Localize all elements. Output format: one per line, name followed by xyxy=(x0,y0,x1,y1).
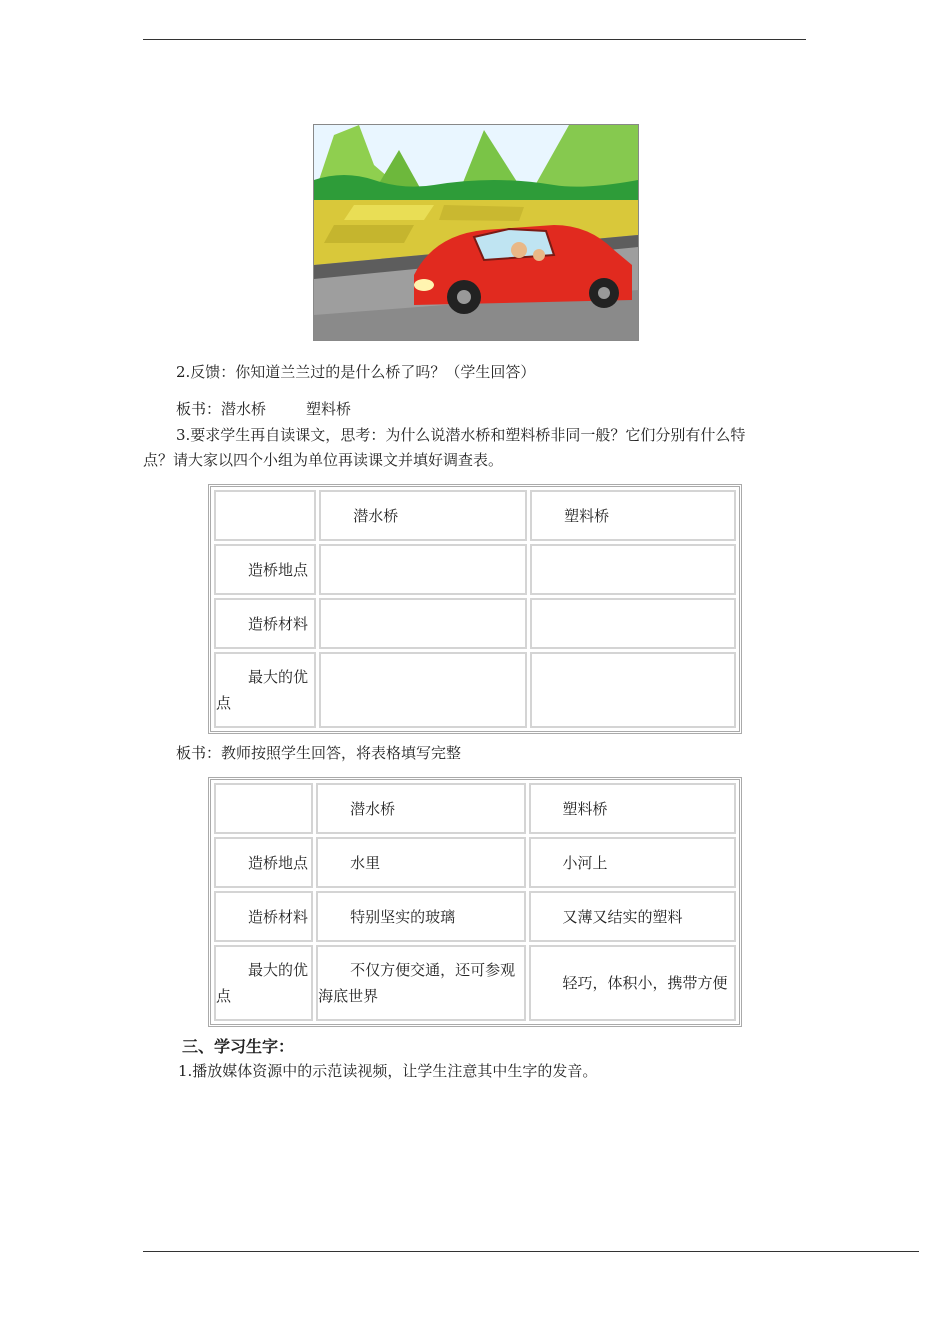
table-header: 塑料桥 xyxy=(530,490,736,541)
table-row xyxy=(214,652,736,728)
survey-table-blank xyxy=(208,484,742,734)
table-row-label: 造桥地点 xyxy=(214,544,316,595)
table-row xyxy=(214,783,736,834)
board-note-1 xyxy=(176,396,351,422)
car-illustration xyxy=(313,124,639,341)
table-row xyxy=(214,945,736,1021)
section-item-1: 1.播放媒体资源中的示范读视频，让学生注意其中生字的发音。 xyxy=(178,1062,598,1080)
board-note-2: 板书：教师按照学生回答，将表格填写完整 xyxy=(176,744,462,762)
table-row-label: 造桥地点 xyxy=(214,837,313,888)
table-row-label: 最大的优 点 xyxy=(214,652,316,728)
survey-table-filled xyxy=(208,777,742,1027)
section-heading: 三、学习生字： xyxy=(182,1037,295,1056)
table-cell-input[interactable] xyxy=(530,652,736,728)
table-row xyxy=(214,891,736,942)
table-header: 潜水桥 xyxy=(319,490,527,541)
task-line-1: 3.要求学生再自读课文，思考：为什么说潜水桥和塑料桥非同一般？它们分别有什么特 xyxy=(176,426,746,444)
table-cell: 不仅方便交通，还可参观 海底世界 xyxy=(316,945,525,1021)
table-cell-input[interactable] xyxy=(319,652,527,728)
table-row-label: 造桥材料 xyxy=(214,598,316,649)
table-cell: 轻巧，体积小，携带方便 xyxy=(529,945,737,1021)
table-cell: 小河上 xyxy=(529,837,737,888)
table-row xyxy=(214,598,736,649)
table-cell-input[interactable] xyxy=(319,544,527,595)
table-cell: 特别坚实的玻璃 xyxy=(316,891,525,942)
table-header: 潜水桥 xyxy=(316,783,525,834)
footer-rule xyxy=(143,1251,919,1252)
table-row-label: 最大的优 点 xyxy=(214,945,313,1021)
task-line-2: 点？请大家以四个小组为单位再读课文并填好调查表。 xyxy=(143,451,504,469)
table-cell xyxy=(214,783,313,834)
header-rule xyxy=(143,39,806,40)
table-header: 塑料桥 xyxy=(529,783,737,834)
board-note-1-b: 塑料桥 xyxy=(306,400,352,418)
table-cell: 水里 xyxy=(316,837,525,888)
table-cell-input[interactable] xyxy=(530,544,736,595)
table-row-label: 造桥材料 xyxy=(214,891,313,942)
feedback-line: 2.反馈：你知道兰兰过的是什么桥了吗？（学生回答） xyxy=(176,363,536,381)
board-note-1-a: 板书：潜水桥 xyxy=(176,400,267,418)
table-row xyxy=(214,544,736,595)
table-cell: 又薄又结实的塑料 xyxy=(529,891,737,942)
table-cell-input[interactable] xyxy=(319,598,527,649)
table-row xyxy=(214,837,736,888)
table-cell-input[interactable] xyxy=(530,598,736,649)
table-row xyxy=(214,490,736,541)
table-cell xyxy=(214,490,316,541)
